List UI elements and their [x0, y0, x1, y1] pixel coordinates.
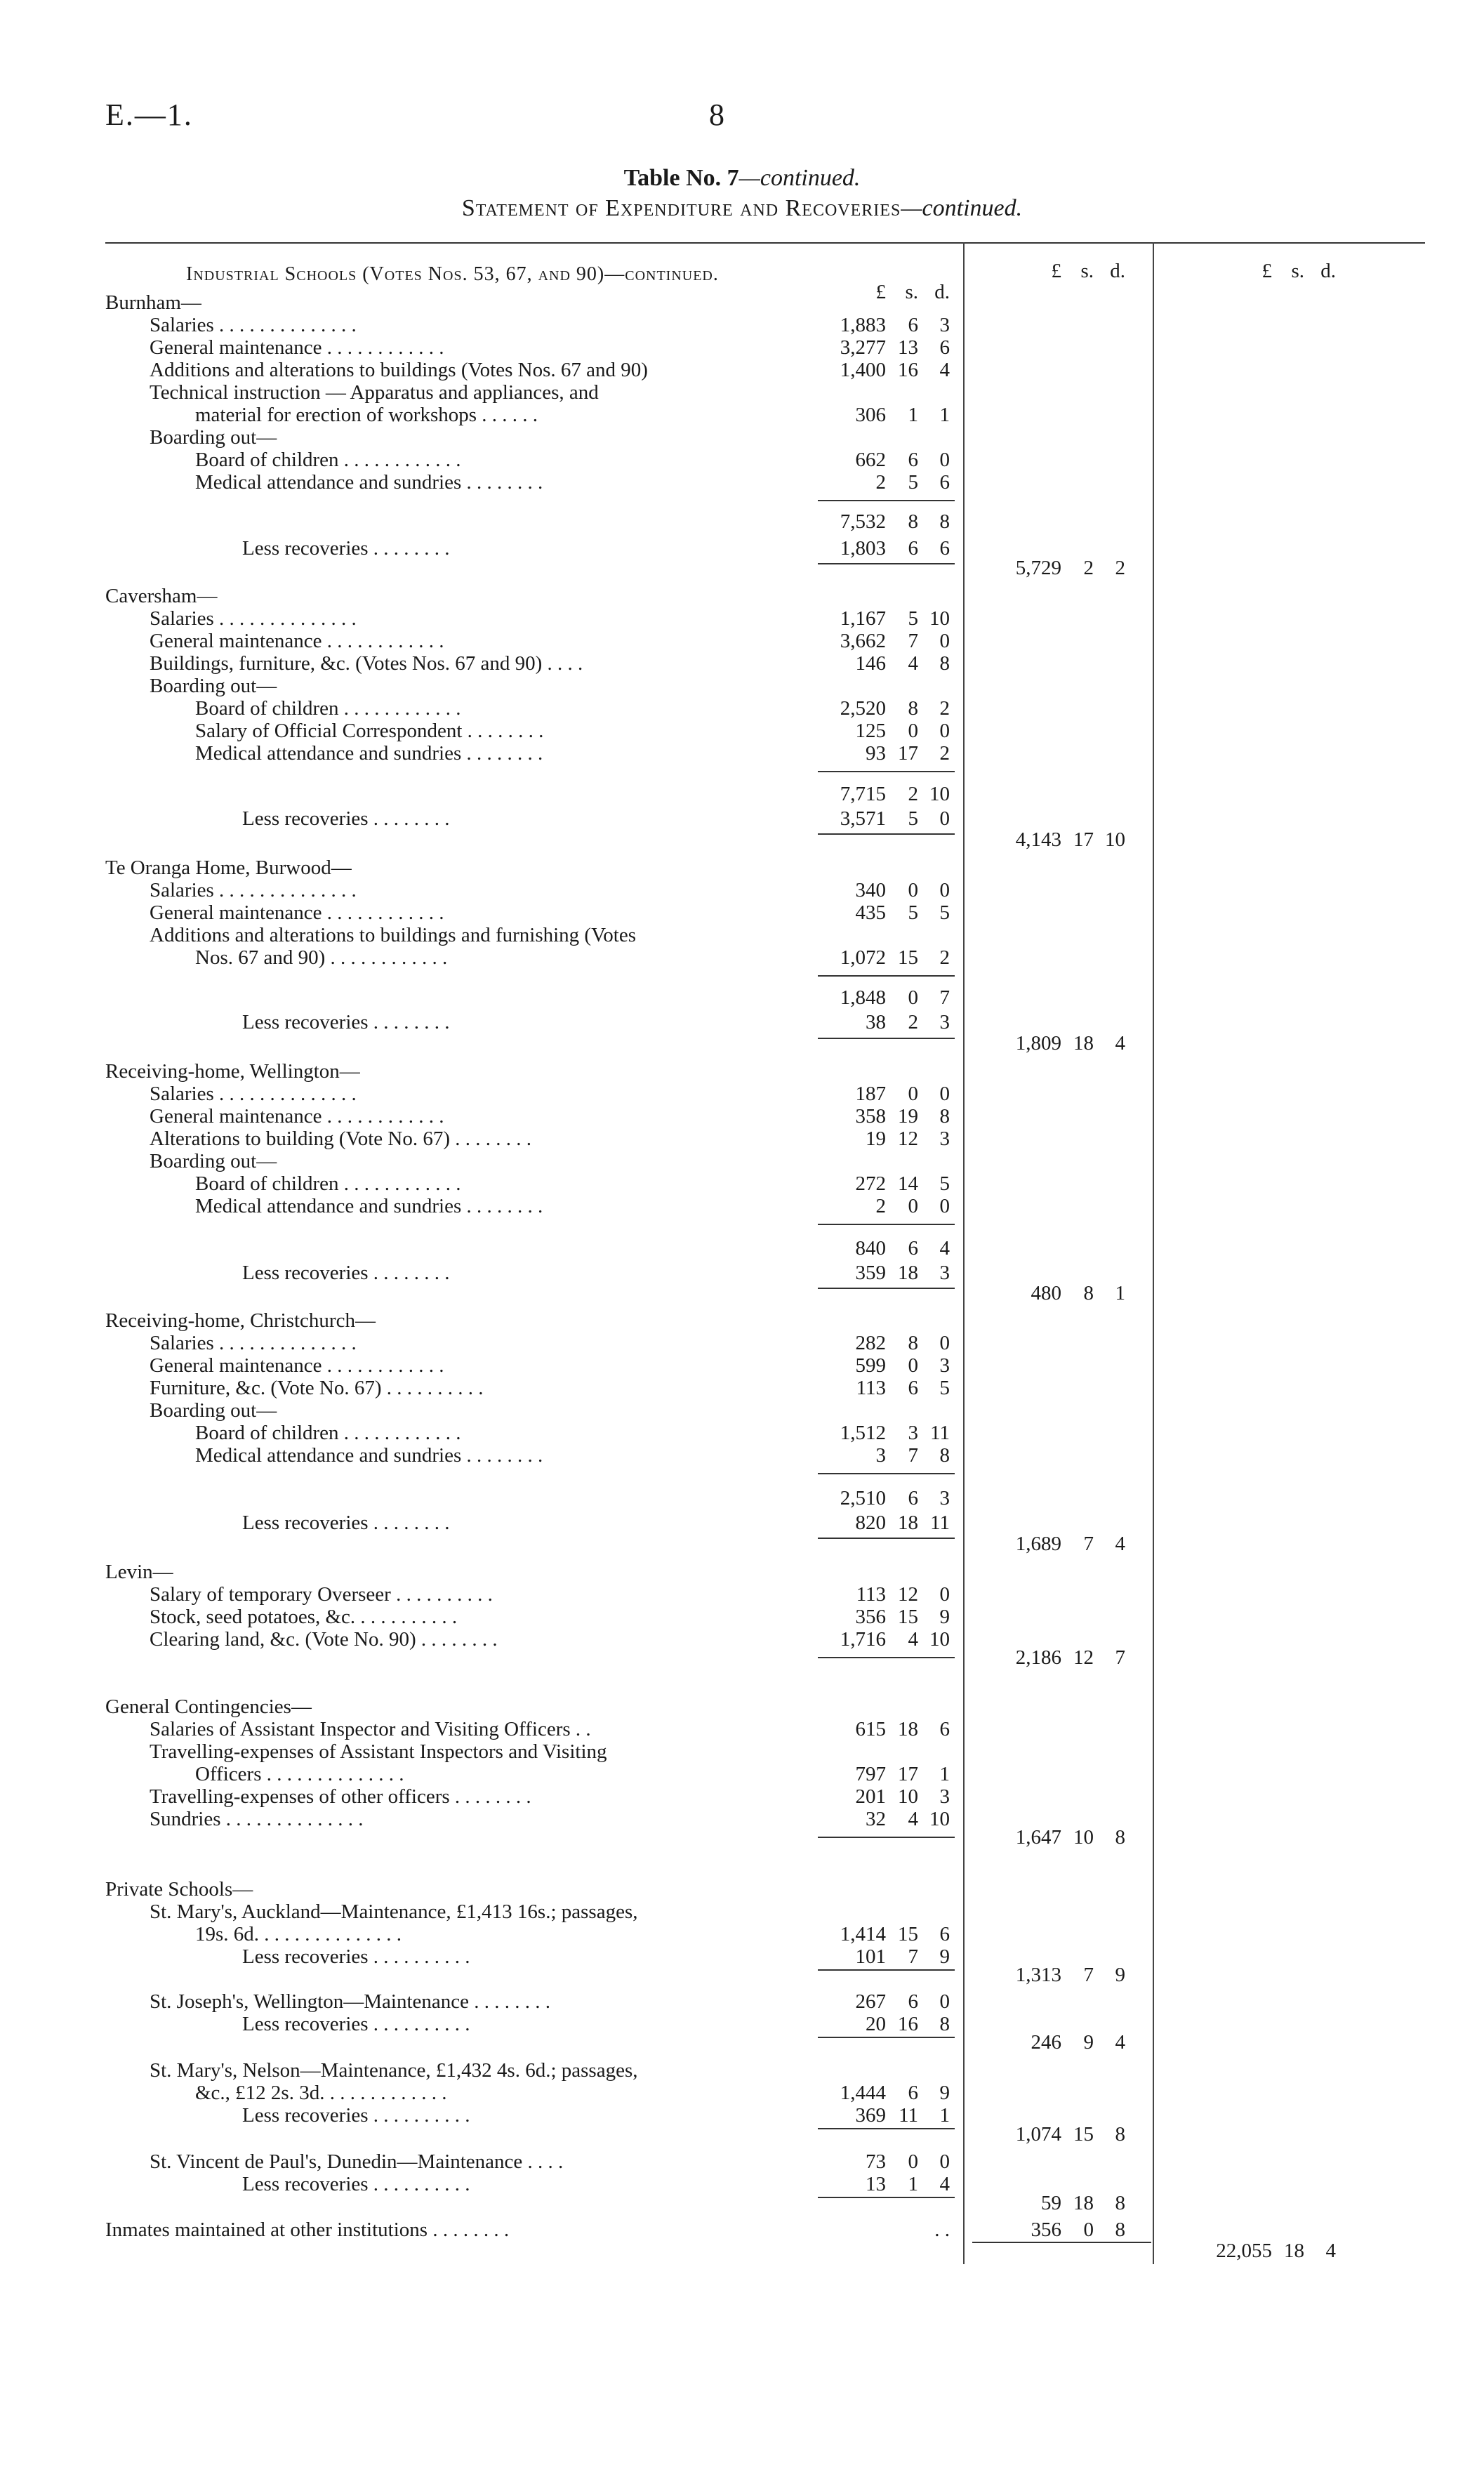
pence-value: 8	[1115, 2192, 1125, 2214]
pence-value: 0	[939, 1195, 950, 1217]
shillings-value: 5	[908, 901, 918, 924]
pounds-value: 7,715	[840, 783, 886, 805]
pounds-value: 113	[856, 1377, 886, 1399]
col1-shillings-header: s.	[905, 281, 918, 303]
pounds-value: 13	[866, 2173, 886, 2195]
pence-value: 10	[929, 1808, 950, 1830]
sum-rule	[972, 2242, 1151, 2243]
col2-pounds-header: £	[1051, 260, 1061, 282]
line-item-label: Less recoveries . . . . . . . .	[242, 1512, 450, 1534]
line-item-label: Clearing land, &c. (Vote No. 90) . . . . . . . .	[150, 1628, 498, 1651]
pounds-value: 820	[855, 1512, 886, 1534]
document-ref: E.—1.	[105, 98, 193, 132]
shillings-value: 5	[908, 471, 918, 494]
shillings-value: 14	[898, 1172, 918, 1195]
shillings-value: 18	[898, 1512, 918, 1534]
line-item-label: Alterations to building (Vote No. 67) . . . . . . . .	[150, 1128, 531, 1150]
group-heading: Receiving-home, Christchurch—	[105, 1309, 376, 1332]
pounds-value: 3	[875, 1444, 886, 1467]
pounds-value: 19	[866, 1128, 886, 1150]
pounds-value: 7,532	[840, 510, 886, 533]
pounds-value: 3,571	[840, 807, 886, 830]
table-title	[0, 165, 1484, 192]
line-item-label: General maintenance . . . . . . . . . . . .	[150, 630, 444, 652]
pence-value: 9	[1115, 1964, 1125, 1986]
shillings-value: 6	[908, 537, 918, 560]
line-item-label: Less recoveries . . . . . . . .	[242, 1262, 450, 1284]
pence-value: 6	[939, 1923, 950, 1945]
shillings-value: 12	[898, 1583, 918, 1606]
pence-value: 0	[939, 1083, 950, 1105]
pounds-value: 1,167	[840, 607, 886, 630]
pence-value: 2	[939, 742, 950, 765]
shillings-value: 7	[908, 1444, 918, 1467]
pounds-value: 267	[855, 1990, 886, 2013]
line-item-label: Board of children . . . . . . . . . . . .	[195, 449, 461, 471]
line-item-label: material for erection of workshops . . . . . .	[195, 404, 538, 426]
sum-rule	[818, 2197, 955, 2198]
pounds-value: 22,055	[1216, 2240, 1272, 2262]
pounds-value: 3,662	[840, 630, 886, 652]
line-item-label: Board of children . . . . . . . . . . . .	[195, 697, 461, 720]
shillings-value: 6	[908, 449, 918, 471]
line-item-label: Less recoveries . . . . . . . . . .	[242, 2173, 470, 2195]
section-heading: Industrial Schools (Votes Nos. 53, 67, and 90)—continued.	[186, 263, 719, 285]
line-item-label: Sundries . . . . . . . . . . . . . .	[150, 1808, 364, 1830]
line-item-label: Boarding out—	[150, 1150, 277, 1172]
shillings-value: 2	[908, 783, 918, 805]
pounds-value: 246	[1031, 2031, 1061, 2054]
table-title-main: Table No. 7	[623, 165, 739, 191]
pounds-value: 1,689	[1015, 1533, 1061, 1555]
pence-value: 5	[939, 1377, 950, 1399]
pounds-value: 840	[855, 1237, 886, 1260]
line-item-label: Boarding out—	[150, 1399, 277, 1422]
shillings-value: 15	[898, 946, 918, 969]
line-item-label: St. Mary's, Nelson—Maintenance, £1,432 4s. 6d.; passages,	[150, 2059, 638, 2082]
pounds-value: 5,729	[1015, 557, 1061, 579]
line-item-label: Furniture, &c. (Vote No. 67) . . . . . . . . . .	[150, 1377, 484, 1399]
shillings-value: 13	[898, 336, 918, 359]
shillings-value: 18	[1073, 2192, 1094, 2214]
line-item-label: Stock, seed potatoes, &c. . . . . . . . . . .	[150, 1606, 458, 1628]
pounds-value: 201	[855, 1785, 886, 1808]
pence-value: 2	[1115, 557, 1125, 579]
pounds-value: 356	[1031, 2219, 1061, 2241]
line-item-label: Less recoveries . . . . . . . . . .	[242, 2104, 470, 2127]
line-item-label: Boarding out—	[150, 426, 277, 449]
shillings-value: 8	[908, 1332, 918, 1354]
shillings-value: 6	[908, 1377, 918, 1399]
pence-value: 6	[939, 471, 950, 494]
pence-value: 0	[939, 807, 950, 830]
pence-value: 1	[939, 1763, 950, 1785]
sum-rule	[818, 1288, 955, 1289]
pounds-value: 615	[855, 1718, 886, 1740]
pounds-value: 1,444	[840, 2082, 886, 2104]
group-heading: General Contingencies—	[105, 1695, 312, 1718]
line-item-label: Salaries of Assistant Inspector and Visiting Officers . .	[150, 1718, 591, 1740]
line-item-label: Less recoveries . . . . . . . . . .	[242, 1945, 470, 1968]
line-item-label: Medical attendance and sundries . . . . . . . .	[195, 1444, 543, 1467]
pounds-value: 2	[875, 1195, 886, 1217]
line-item-label: Salary of Official Correspondent . . . . . . . .	[195, 720, 544, 742]
shillings-value: 5	[908, 607, 918, 630]
sum-rule	[818, 1224, 955, 1225]
column-divider-2	[1153, 242, 1154, 2264]
pence-value: 10	[929, 783, 950, 805]
table-subtitle	[0, 195, 1484, 222]
line-item-label: Less recoveries . . . . . . . .	[242, 807, 450, 830]
pence-value: 4	[1115, 1032, 1125, 1055]
shillings-value: 7	[908, 630, 918, 652]
pence-value: 8	[1115, 2123, 1125, 2146]
line-item-label: Additions and alterations to buildings and furnishing (Votes	[150, 924, 636, 946]
shillings-value: 4	[908, 1808, 918, 1830]
pence-value: 0	[939, 1583, 950, 1606]
shillings-value: 0	[908, 1195, 918, 1217]
sum-rule	[818, 2128, 955, 2129]
pounds-value: 73	[866, 2150, 886, 2173]
group-heading: Levin—	[105, 1561, 173, 1583]
pence-value: 9	[939, 2082, 950, 2104]
col1-pounds-header: £	[875, 281, 886, 303]
pence-value: 1	[939, 404, 950, 426]
pounds-value: 2,186	[1015, 1646, 1061, 1669]
line-item-label: Less recoveries . . . . . . . .	[242, 537, 450, 560]
line-item-label: Medical attendance and sundries . . . . . . . .	[195, 742, 543, 765]
group-heading: Private Schools—	[105, 1878, 253, 1900]
pence-value: 2	[939, 946, 950, 969]
pounds-value: 1,803	[840, 537, 886, 560]
shillings-value: 7	[1083, 1533, 1094, 1555]
shillings-value: 15	[1073, 2123, 1094, 2146]
pence-value: 8	[1115, 2219, 1125, 2241]
sum-rule	[818, 500, 955, 501]
line-item-label: Less recoveries . . . . . . . .	[242, 1011, 450, 1033]
pence-value: 3	[939, 1354, 950, 1377]
pence-value: 0	[939, 1990, 950, 2013]
pence-value: 3	[939, 314, 950, 336]
line-item-label: General maintenance . . . . . . . . . . . .	[150, 336, 444, 359]
sum-rule	[818, 833, 955, 835]
pounds-value: 125	[855, 720, 886, 742]
line-item-label: Travelling-expenses of Assistant Inspectors and Visiting	[150, 1740, 607, 1763]
page-number: 8	[709, 98, 724, 132]
pence-value: 5	[939, 901, 950, 924]
pounds-value: 2	[875, 471, 886, 494]
pence-value: 6	[939, 336, 950, 359]
pence-value: 8	[939, 1444, 950, 1467]
pounds-value: 340	[855, 879, 886, 901]
pounds-value: 272	[855, 1172, 886, 1195]
pence-value: 4	[1325, 2240, 1336, 2262]
table-subtitle-cont: —continued.	[901, 195, 1023, 221]
pence-value: 8	[939, 2013, 950, 2035]
pence-value: 3	[939, 1487, 950, 1509]
pence-value: 9	[939, 1606, 950, 1628]
shillings-value: 19	[898, 1105, 918, 1128]
pounds-value: 1,809	[1015, 1032, 1061, 1055]
shillings-value: 17	[898, 742, 918, 765]
shillings-value: 18	[898, 1262, 918, 1284]
shillings-value: 18	[1073, 1032, 1094, 1055]
pounds-value: 1,848	[840, 986, 886, 1009]
shillings-value: 5	[908, 807, 918, 830]
pence-value: 3	[939, 1011, 950, 1033]
pence-value: 7	[939, 986, 950, 1009]
pence-value: 6	[939, 1718, 950, 1740]
sum-rule	[818, 1038, 955, 1039]
shillings-value: 0	[908, 986, 918, 1009]
line-item-label: Salaries . . . . . . . . . . . . . .	[150, 1332, 357, 1354]
pence-value: 8	[939, 652, 950, 675]
shillings-value: 16	[898, 2013, 918, 2035]
pence-value: 2	[939, 697, 950, 720]
pounds-value: 3,277	[840, 336, 886, 359]
column-divider-1	[963, 242, 965, 2264]
sum-rule	[818, 1473, 955, 1474]
line-item-label: Salaries . . . . . . . . . . . . . .	[150, 1083, 357, 1105]
line-item-label: Additions and alterations to buildings (Votes Nos. 67 and 90)	[150, 359, 648, 381]
line-item-label: St. Joseph's, Wellington—Maintenance . . . . . . . .	[150, 1990, 551, 2013]
col2-pence-header: d.	[1110, 260, 1125, 282]
pounds-value: 93	[866, 742, 886, 765]
shillings-value: 4	[908, 652, 918, 675]
shillings-value: 6	[908, 1237, 918, 1260]
pence-value: 4	[1115, 1533, 1125, 1555]
line-item-label: Less recoveries . . . . . . . . . .	[242, 2013, 470, 2035]
shillings-value: 1	[908, 404, 918, 426]
pence-value: 4	[1115, 2031, 1125, 2054]
pence-value: 10	[929, 1628, 950, 1651]
pence-value: 0	[939, 720, 950, 742]
pence-value: 4	[939, 359, 950, 381]
pounds-value: 146	[855, 652, 886, 675]
pounds-value: 1,716	[840, 1628, 886, 1651]
pence-value: 3	[939, 1785, 950, 1808]
line-item-label: Salaries . . . . . . . . . . . . . .	[150, 314, 357, 336]
pounds-value: 359	[855, 1262, 886, 1284]
col3-pence-header: d.	[1320, 260, 1336, 282]
line-item-label: Board of children . . . . . . . . . . . .	[195, 1422, 461, 1444]
shillings-value: 7	[1083, 1964, 1094, 1986]
line-item-label: St. Vincent de Paul's, Dunedin—Maintenance . . . .	[150, 2150, 564, 2173]
pounds-value: 356	[855, 1606, 886, 1628]
pence-value: 11	[930, 1512, 950, 1534]
shillings-value: 11	[899, 2104, 918, 2127]
shillings-value: 8	[1083, 1282, 1094, 1304]
shillings-value: 9	[1083, 2031, 1094, 2054]
pounds-value: 435	[855, 901, 886, 924]
pence-value: 4	[939, 1237, 950, 1260]
pounds-value: 32	[866, 1808, 886, 1830]
pounds-value: 1,072	[840, 946, 886, 969]
shillings-value: 0	[908, 879, 918, 901]
pounds-value: 662	[855, 449, 886, 471]
pounds-value: 1,313	[1015, 1964, 1061, 1986]
sum-rule	[818, 975, 955, 977]
pounds-value: 599	[855, 1354, 886, 1377]
pounds-value: 1,400	[840, 359, 886, 381]
shillings-value: 12	[1073, 1646, 1094, 1669]
pence-value: 8	[939, 510, 950, 533]
line-item-label: Board of children . . . . . . . . . . . .	[195, 1172, 461, 1195]
pounds-value: 20	[866, 2013, 886, 2035]
pounds-value: 282	[855, 1332, 886, 1354]
pounds-value: 2,520	[840, 697, 886, 720]
pounds-value: 1,074	[1015, 2123, 1061, 2146]
shillings-value: 18	[1284, 2240, 1304, 2262]
shillings-value: 0	[908, 720, 918, 742]
shillings-value: 12	[898, 1128, 918, 1150]
shillings-value: 0	[908, 1083, 918, 1105]
pounds-value: 1,512	[840, 1422, 886, 1444]
pence-value: 10	[1105, 828, 1125, 851]
sum-rule	[818, 2037, 955, 2038]
shillings-value: 10	[1073, 1826, 1094, 1849]
line-item-label: Officers . . . . . . . . . . . . . .	[195, 1763, 404, 1785]
col2-shillings-header: s.	[1080, 260, 1094, 282]
top-rule	[105, 242, 1425, 244]
pence-value: 5	[939, 1172, 950, 1195]
shillings-value: 15	[898, 1923, 918, 1945]
shillings-value: 0	[1083, 2219, 1094, 2241]
line-item-label: Salaries . . . . . . . . . . . . . .	[150, 607, 357, 630]
shillings-value: 16	[898, 359, 918, 381]
shillings-value: 6	[908, 314, 918, 336]
pounds-value: 4,143	[1015, 828, 1061, 851]
shillings-value: 18	[898, 1718, 918, 1740]
shillings-value: 2	[1083, 557, 1094, 579]
pounds-value: 369	[855, 2104, 886, 2127]
pence-value: 3	[939, 1262, 950, 1284]
sum-rule	[818, 1538, 955, 1539]
col3-shillings-header: s.	[1291, 260, 1304, 282]
shillings-value: 0	[908, 2150, 918, 2173]
line-item-label: General maintenance . . . . . . . . . . . .	[150, 901, 444, 924]
pence-value: 1	[939, 2104, 950, 2127]
pence-value: 7	[1115, 1646, 1125, 1669]
group-heading: Caversham—	[105, 585, 218, 607]
pounds-value: 59	[1041, 2192, 1061, 2214]
pounds-value: 113	[856, 1583, 886, 1606]
line-item-label: Boarding out—	[150, 675, 277, 697]
line-item-label: Technical instruction — Apparatus and appliances, and	[150, 381, 599, 404]
line-item-label: Buildings, furniture, &c. (Votes Nos. 67 and 90) . . . .	[150, 652, 583, 675]
pence-value: 0	[939, 1332, 950, 1354]
pounds-value: 1,414	[840, 1923, 886, 1945]
pence-value: . .	[934, 2219, 950, 2241]
shillings-value: 7	[908, 1945, 918, 1968]
group-heading: Te Oranga Home, Burwood—	[105, 857, 352, 879]
shillings-value: 10	[898, 1785, 918, 1808]
line-item-label: Nos. 67 and 90) . . . . . . . . . . . .	[195, 946, 448, 969]
group-heading: Receiving-home, Wellington—	[105, 1060, 360, 1083]
sum-rule	[818, 1969, 955, 1971]
pounds-value: 38	[866, 1011, 886, 1033]
pence-value: 0	[939, 2150, 950, 2173]
line-item-label: Salaries . . . . . . . . . . . . . .	[150, 879, 357, 901]
group-heading: Inmates maintained at other institutions . . . . . . . .	[105, 2219, 510, 2241]
pounds-value: 358	[855, 1105, 886, 1128]
pence-value: 6	[939, 537, 950, 560]
shillings-value: 17	[898, 1763, 918, 1785]
pounds-value: 306	[855, 404, 886, 426]
pence-value: 8	[1115, 1826, 1125, 1849]
sum-rule	[818, 771, 955, 772]
pence-value: 0	[939, 449, 950, 471]
pence-value: 9	[939, 1945, 950, 1968]
pence-value: 0	[939, 630, 950, 652]
sum-rule	[818, 563, 955, 564]
pounds-value: 1,883	[840, 314, 886, 336]
sum-rule	[818, 1837, 955, 1838]
shillings-value: 17	[1073, 828, 1094, 851]
table-subtitle-main: Statement of Expenditure and Recoveries	[461, 195, 901, 221]
shillings-value: 8	[908, 697, 918, 720]
shillings-value: 3	[908, 1422, 918, 1444]
shillings-value: 2	[908, 1011, 918, 1033]
table-title-cont: —continued.	[738, 165, 861, 191]
pounds-value: 1,647	[1015, 1826, 1061, 1849]
line-item-label: Medical attendance and sundries . . . . . . . .	[195, 471, 543, 494]
sum-rule	[818, 1657, 955, 1658]
shillings-value: 6	[908, 1990, 918, 2013]
shillings-value: 6	[908, 1487, 918, 1509]
shillings-value: 1	[908, 2173, 918, 2195]
line-item-label: Travelling-expenses of other officers . . . . . . . .	[150, 1785, 531, 1808]
shillings-value: 15	[898, 1606, 918, 1628]
line-item-label: General maintenance . . . . . . . . . . . .	[150, 1354, 444, 1377]
line-item-label: General maintenance . . . . . . . . . . . .	[150, 1105, 444, 1128]
line-item-label: 19s. 6d. . . . . . . . . . . . . . .	[195, 1923, 402, 1945]
pence-value: 3	[939, 1128, 950, 1150]
pounds-value: 480	[1031, 1282, 1061, 1304]
pounds-value: 2,510	[840, 1487, 886, 1509]
pence-value: 0	[939, 879, 950, 901]
pence-value: 8	[939, 1105, 950, 1128]
line-item-label: St. Mary's, Auckland—Maintenance, £1,413 16s.; passages,	[150, 1900, 638, 1923]
shillings-value: 4	[908, 1628, 918, 1651]
line-item-label: Salary of temporary Overseer . . . . . . . . . .	[150, 1583, 493, 1606]
col1-pence-header: d.	[934, 281, 950, 303]
shillings-value: 6	[908, 2082, 918, 2104]
shillings-value: 0	[908, 1354, 918, 1377]
group-heading: Burnham—	[105, 291, 201, 314]
line-item-label: Medical attendance and sundries . . . . . . . .	[195, 1195, 543, 1217]
line-item-label: &c., £12 2s. 3d. . . . . . . . . . . . .	[195, 2082, 447, 2104]
pounds-value: 797	[855, 1763, 886, 1785]
pence-value: 10	[929, 607, 950, 630]
col3-pounds-header: £	[1261, 260, 1272, 282]
pounds-value: 101	[855, 1945, 886, 1968]
pence-value: 11	[930, 1422, 950, 1444]
pounds-value: 187	[855, 1083, 886, 1105]
shillings-value: 8	[908, 510, 918, 533]
pence-value: 1	[1115, 1282, 1125, 1304]
pence-value: 4	[939, 2173, 950, 2195]
